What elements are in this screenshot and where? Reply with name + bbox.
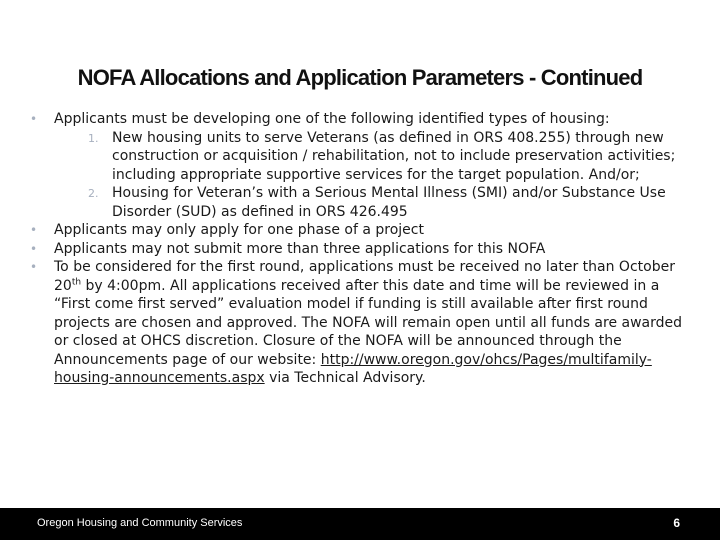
- list-number: 1.: [88, 131, 99, 145]
- bullet-one-phase: [30, 221, 700, 240]
- bullet-text: Applicants may not submit more than three applications for this NOFA: [54, 240, 546, 257]
- bullet-icon: •: [30, 112, 38, 126]
- list-item: [88, 184, 700, 221]
- bullet-text-part3: via Technical Advisory.: [264, 370, 426, 386]
- bullet-text: Applicants may only apply for one phase of a project: [54, 222, 424, 238]
- bullet-text-part1: To be considered for the first round, applications must be received no later than October 20: [54, 259, 675, 294]
- list-item-text: Housing for Veteran’s with a Serious Mental Illness (SMI) and/or Substance Use Disorder (SUD) as defined in ORS 426.495: [112, 185, 666, 220]
- bullet-text: Applicants must be developing one of the following identified types of housing:: [54, 111, 610, 127]
- content-body: [30, 110, 700, 388]
- announcements-link[interactable]: http://www.oregon.gov/ohcs/Pages/multifamily-housing-announcements.aspx: [54, 351, 652, 386]
- list-number: 2.: [88, 187, 99, 200]
- bullet-text-part2: by 4:00pm. All applications received after this date and time will be reviewed in a “First come first served” evaluation model if funding is still available after first round projects are chosen and approved. The NOFA will remain open until all funds are awarded or closed at OHCS discretion. Closure of the NOFA will be announced through the Announcements page of our website:: [54, 277, 683, 368]
- bullet-icon: •: [30, 223, 38, 237]
- bullet-icon: •: [30, 241, 38, 256]
- bullet-icon: •: [30, 260, 38, 274]
- bullet-first-round: [30, 258, 700, 388]
- numbered-list: [54, 129, 700, 222]
- list-item: [88, 129, 700, 185]
- page-number: 6: [673, 516, 680, 530]
- footer-bar: [0, 508, 720, 540]
- footer-organization: Oregon Housing and Community Services: [37, 517, 243, 529]
- ordinal-superscript: th: [71, 276, 82, 287]
- slide-title: NOFA Allocations and Application Parameters - Continued: [77, 65, 643, 90]
- bullet-three-applications: [30, 240, 700, 259]
- bullet-housing-types: [30, 110, 700, 221]
- list-item-text: New housing units to serve Veterans (as defined in ORS 408.255) through new construction or acquisition / rehabilitation, not to include preservation activities; including appropriate supportive services for the target population. And/or;: [112, 129, 676, 183]
